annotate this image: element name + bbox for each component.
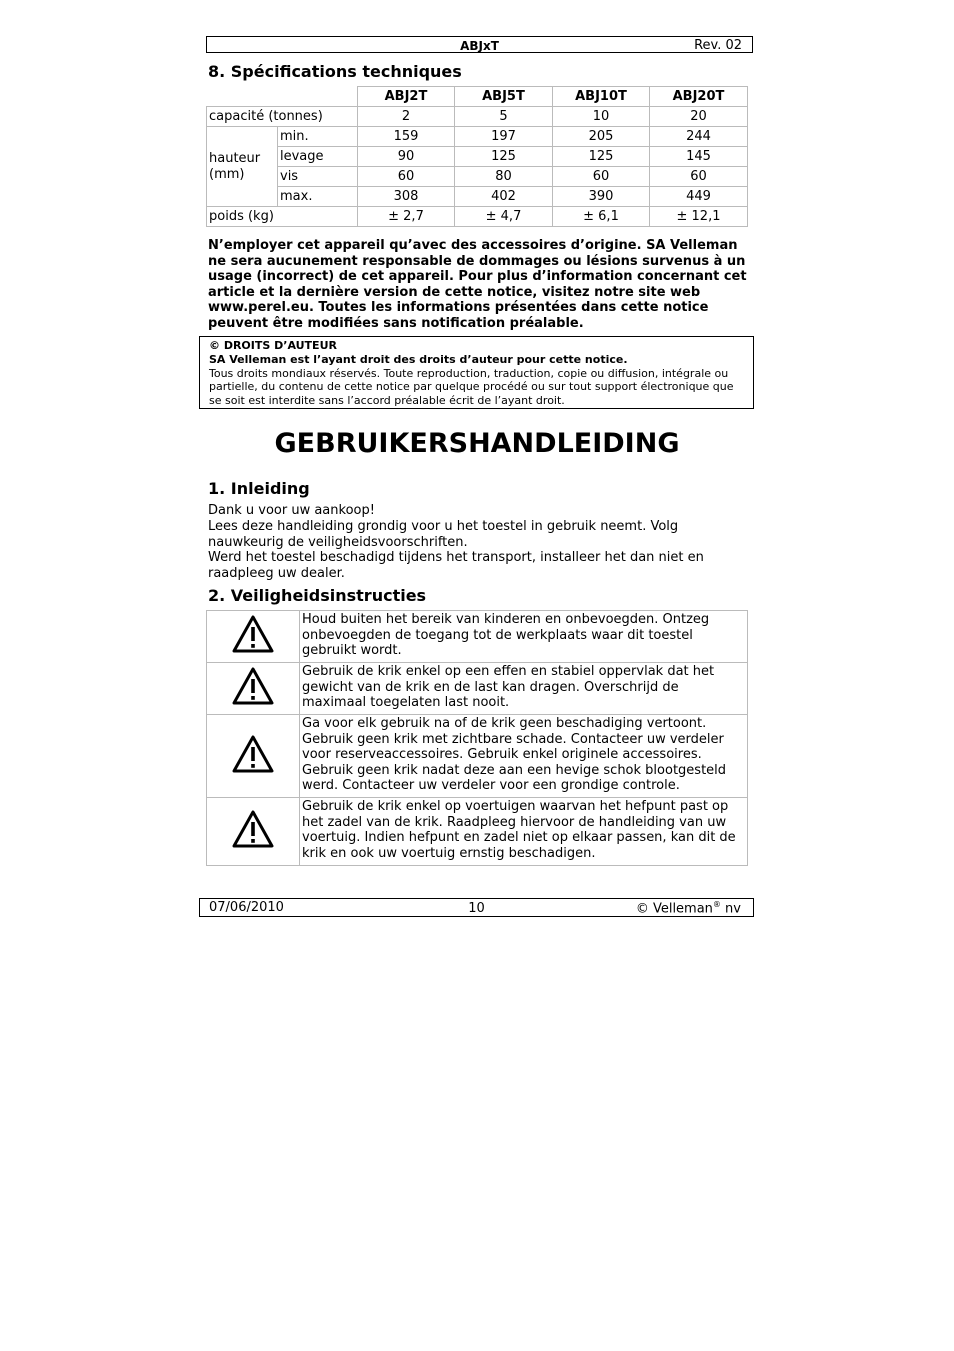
table-row (207, 207, 748, 227)
model-name: ABJxT (460, 39, 499, 53)
table-cell: 205 (553, 127, 650, 147)
warning-triangle-icon (207, 715, 300, 798)
table-cell: ± 2,7 (358, 207, 455, 227)
column-header: ABJ10T (553, 87, 650, 107)
column-header: ABJ20T (650, 87, 748, 107)
revision: Rev. 02 (694, 38, 742, 53)
page-header (206, 36, 753, 53)
spec-table (206, 86, 748, 227)
row-label: poids (kg) (207, 207, 358, 227)
row-label: levage (278, 147, 358, 167)
intro-text (208, 503, 753, 582)
table-cell: 197 (455, 127, 553, 147)
table-cell: 2 (358, 107, 455, 127)
table-cell: 308 (358, 187, 455, 207)
footer-copyright: © Velleman® nv (635, 900, 741, 917)
copyright-body: Tous droits mondiaux réservés. Toute reproduction, traduction, copie ou diffusion, intégrale ou partielle, du contenu de cette notice par quelque procédé ou sur tout support électronique que se soit est interdite sans l’accord préalable écrit de l’ayant droit. (209, 366, 734, 408)
intro-line: Lees deze handleiding grondig voor u het toestel in gebruik neemt. Volg nauwkeurig de veiligheidsvoorschriften. (208, 518, 679, 550)
table-header-row (207, 87, 748, 107)
copyright-owner: SA Velleman est l’ayant droit des droits d’auteur pour cette notice. (209, 352, 628, 366)
table-cell: 125 (455, 147, 553, 167)
table-row (207, 798, 748, 866)
footer-date: 07/06/2010 (209, 900, 284, 915)
row-label: min. (278, 127, 358, 147)
row-label: vis (278, 167, 358, 187)
table-cell: 60 (650, 167, 748, 187)
row-label: capacité (tonnes) (207, 107, 358, 127)
safety-table (206, 610, 748, 866)
table-cell: 10 (553, 107, 650, 127)
column-header: ABJ2T (358, 87, 455, 107)
table-row (207, 187, 748, 207)
warning-triangle-icon (207, 798, 300, 866)
table-cell: 80 (455, 167, 553, 187)
usage-notice: N’employer cet appareil qu’avec des accessoires d’origine. SA Velleman ne sera aucunement responsable de dommages ou lésions survenus à un usage (incorrect) de cet appareil. Pour plus d’information concernant cet article et la dernière version de cette notice, visitez notre site web www.perel.eu. Toutes les informations présentées dans cette notice peuvent être modifiées sans notification préalable. (208, 238, 747, 331)
safety-heading: 2. Veiligheidsinstructies (208, 586, 427, 605)
row-group-label: hauteur (mm) (207, 127, 278, 207)
table-cell: 60 (553, 167, 650, 187)
table-row (207, 127, 748, 147)
table-row (207, 663, 748, 715)
safety-text: Houd buiten het bereik van kinderen en onbevoegden. Ontzeg onbevoegden de toegang tot de werkplaats waar dit toestel gebruikt wordt. (300, 611, 748, 663)
safety-text: Gebruik de krik enkel op voertuigen waarvan het hefpunt past op het zadel van de krik. Raadpleeg hiervoor de handleiding van uw voertuig. Indien hefpunt en zadel niet op elkaar passen, kan dit de krik en ook uw voertuig ernstig beschadigen. (300, 798, 748, 866)
table-row (207, 611, 748, 663)
table-cell: ± 12,1 (650, 207, 748, 227)
intro-heading: 1. Inleiding (208, 479, 310, 498)
manual-title: GEBRUIKERSHANDLEIDING (274, 428, 680, 459)
row-label: max. (278, 187, 358, 207)
table-cell: 244 (650, 127, 748, 147)
table-row (207, 107, 748, 127)
warning-triangle-icon (207, 611, 300, 663)
table-cell: 159 (358, 127, 455, 147)
intro-line: Werd het toestel beschadigd tijdens het transport, installeer het dan niet en raadpleeg uw dealer. (208, 550, 704, 582)
table-cell: 125 (553, 147, 650, 167)
table-cell: 90 (358, 147, 455, 167)
warning-triangle-icon (207, 663, 300, 715)
table-cell: 60 (358, 167, 455, 187)
safety-text: Gebruik de krik enkel op een effen en stabiel oppervlak dat het gewicht van de krik en de last kan dragen. Overschrijd de maximaal toegelaten last nooit. (300, 663, 748, 715)
table-cell: 145 (650, 147, 748, 167)
column-header: ABJ5T (455, 87, 553, 107)
safety-text: Ga voor elk gebruik na of de krik geen beschadiging vertoont. Gebruik geen krik met zichtbare schade. Contacteer uw verdeler voor reserveaccessoires. Gebruik enkel originele accessoires. Gebruik geen krik nadat deze aan een hevige schok blootgesteld werd. Contacteer uw verdeler voor een grondige controle. (300, 715, 748, 798)
table-row (207, 715, 748, 798)
table-row (207, 147, 748, 167)
table-cell: ± 6,1 (553, 207, 650, 227)
table-cell: 402 (455, 187, 553, 207)
page-number: 10 (468, 901, 485, 916)
table-cell: 390 (553, 187, 650, 207)
page-footer (199, 898, 754, 917)
table-cell: 5 (455, 107, 553, 127)
copyright-title: © DROITS D’AUTEUR (209, 339, 337, 352)
copyright-box (199, 336, 754, 409)
table-cell: 449 (650, 187, 748, 207)
intro-line: Dank u voor uw aankoop! (208, 503, 375, 518)
spec-heading: 8. Spécifications techniques (208, 62, 462, 81)
table-row (207, 167, 748, 187)
table-cell: 20 (650, 107, 748, 127)
table-cell: ± 4,7 (455, 207, 553, 227)
